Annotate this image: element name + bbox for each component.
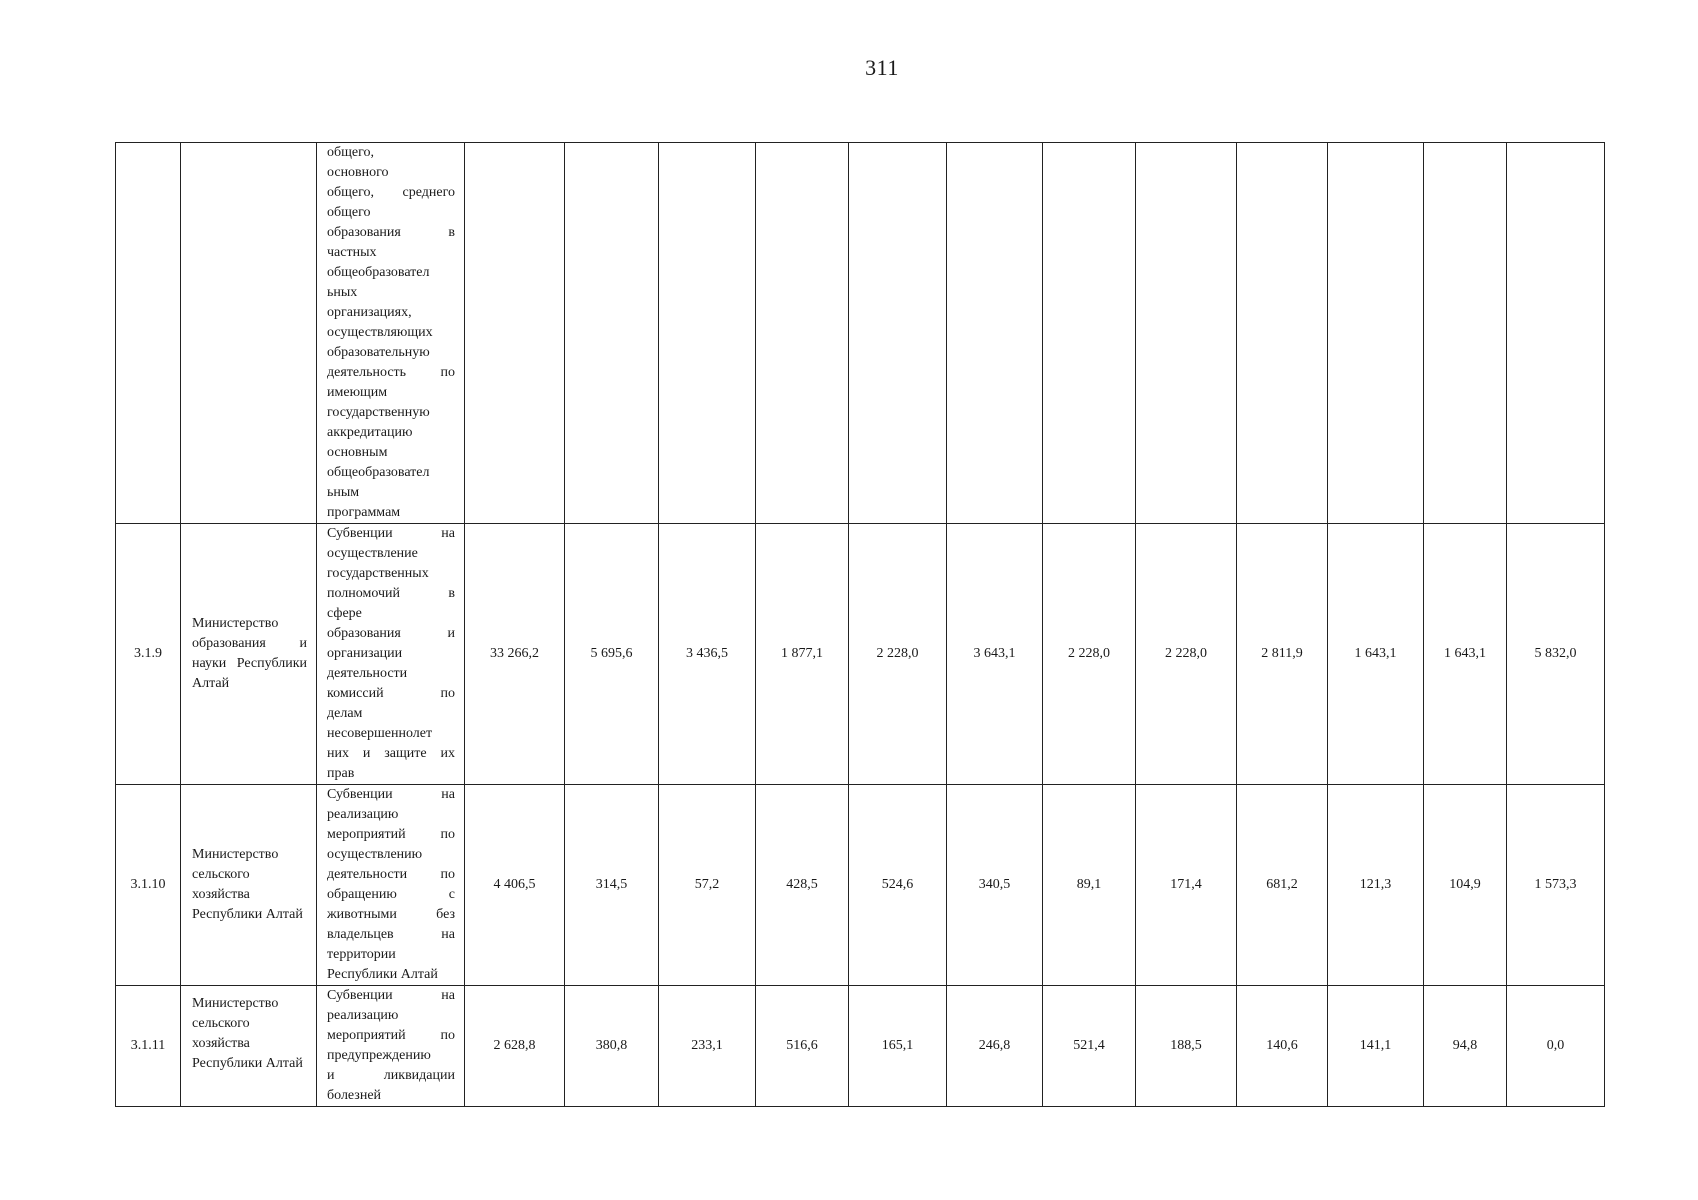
description-line: государственных: [327, 566, 429, 581]
value-cell: 340,5: [947, 785, 1043, 986]
description-line: деятельности по: [327, 867, 455, 882]
description-line: комиссий по: [327, 686, 455, 701]
description-cell: [317, 785, 465, 986]
value-cell: 4 406,5: [465, 785, 565, 986]
description-line: образования в: [327, 225, 455, 240]
value-cell: [1237, 143, 1328, 524]
description-line: и ликвидации: [327, 1068, 455, 1083]
value-cell: 188,5: [1136, 986, 1237, 1107]
row-code-cell: 3.1.10: [116, 785, 181, 986]
value-cell: 1 643,1: [1328, 524, 1424, 785]
value-cell: 516,6: [756, 986, 849, 1107]
description-line: имеющим: [327, 385, 388, 400]
value-cell: 57,2: [659, 785, 756, 986]
organization-cell: Министерство сельского хозяйства Республики Алтай: [181, 986, 317, 1107]
description-line: Субвенции на: [327, 988, 455, 1003]
value-cell: 33 266,2: [465, 524, 565, 785]
description-line: осуществляющих: [327, 325, 433, 340]
description-line: сфере: [327, 606, 362, 621]
description-line: общеобразовател: [327, 265, 430, 280]
table-body: [116, 143, 1605, 1107]
row-code-cell: 3.1.11: [116, 986, 181, 1107]
description-line: государственную: [327, 405, 430, 420]
description-line: несовершеннолет: [327, 726, 433, 741]
value-cell: 89,1: [1043, 785, 1136, 986]
value-cell: 681,2: [1237, 785, 1328, 986]
value-cell: 0,0: [1507, 986, 1605, 1107]
budget-table: [115, 142, 1605, 1107]
value-cell: [1507, 143, 1605, 524]
description-line: общего: [327, 205, 371, 220]
description-line: образовательную: [327, 345, 430, 360]
value-cell: 380,8: [565, 986, 659, 1107]
value-cell: 3 643,1: [947, 524, 1043, 785]
description-line: обращению с: [327, 887, 455, 902]
value-cell: 171,4: [1136, 785, 1237, 986]
description-line: основного: [327, 165, 389, 180]
table-row: [116, 143, 1605, 524]
value-cell: 1 573,3: [1507, 785, 1605, 986]
value-cell: [756, 143, 849, 524]
description-line: Республики Алтай: [327, 967, 438, 982]
description-line: ьным: [327, 485, 360, 500]
description-line: аккредитацию: [327, 425, 413, 440]
value-cell: 140,6: [1237, 986, 1328, 1107]
value-cell: 1 643,1: [1424, 524, 1507, 785]
description-line: образования и: [327, 626, 455, 641]
description-line: животными без: [327, 907, 455, 922]
value-cell: 2 228,0: [1043, 524, 1136, 785]
description-line: мероприятий по: [327, 827, 455, 842]
description-line: организации: [327, 646, 403, 661]
description-line: осуществлению: [327, 847, 423, 862]
description-line: территории: [327, 947, 396, 962]
value-cell: 5 695,6: [565, 524, 659, 785]
value-cell: 165,1: [849, 986, 947, 1107]
description-line: общего,: [327, 145, 375, 160]
value-cell: [659, 143, 756, 524]
organization-cell: Министерство сельского хозяйства Республики Алтай: [181, 785, 317, 986]
description-cell: [317, 143, 465, 524]
value-cell: 1 877,1: [756, 524, 849, 785]
page-number: 311: [865, 55, 899, 80]
value-cell: 2 228,0: [849, 524, 947, 785]
table-row: [116, 524, 1605, 785]
value-cell: [465, 143, 565, 524]
value-cell: 121,3: [1328, 785, 1424, 986]
value-cell: [849, 143, 947, 524]
value-cell: [1136, 143, 1237, 524]
value-cell: 104,9: [1424, 785, 1507, 986]
table-row: [116, 785, 1605, 986]
value-cell: 2 228,0: [1136, 524, 1237, 785]
value-cell: 5 832,0: [1507, 524, 1605, 785]
organization-cell: Министерство образования и науки Республики Алтай: [181, 524, 317, 785]
description-line: прав: [327, 766, 355, 781]
description-cell: [317, 986, 465, 1107]
description-line: основным: [327, 445, 388, 460]
value-cell: 141,1: [1328, 986, 1424, 1107]
value-cell: [1424, 143, 1507, 524]
value-cell: [947, 143, 1043, 524]
description-line: предупреждению: [327, 1048, 431, 1063]
description-line: делам: [327, 706, 363, 721]
organization-cell: [181, 143, 317, 524]
value-cell: [565, 143, 659, 524]
description-line: реализацию: [327, 1008, 399, 1023]
description-line: болезней: [327, 1088, 382, 1103]
row-code-cell: [116, 143, 181, 524]
description-line: ьных: [327, 285, 358, 300]
description-line: полномочий в: [327, 586, 455, 601]
value-cell: [1328, 143, 1424, 524]
description-line: общего, среднего: [327, 185, 455, 200]
description-line: Субвенции на: [327, 787, 455, 802]
value-cell: 524,6: [849, 785, 947, 986]
value-cell: 3 436,5: [659, 524, 756, 785]
value-cell: 314,5: [565, 785, 659, 986]
value-cell: 2 628,8: [465, 986, 565, 1107]
value-cell: 428,5: [756, 785, 849, 986]
table-row: [116, 986, 1605, 1107]
description-line: программам: [327, 505, 401, 520]
value-cell: 2 811,9: [1237, 524, 1328, 785]
value-cell: 233,1: [659, 986, 756, 1107]
description-line: общеобразовател: [327, 465, 430, 480]
description-line: владельцев на: [327, 927, 455, 942]
value-cell: 94,8: [1424, 986, 1507, 1107]
description-line: осуществление: [327, 546, 418, 561]
description-line: организациях,: [327, 305, 412, 320]
description-line: мероприятий по: [327, 1028, 455, 1043]
description-line: них и защите их: [327, 746, 455, 761]
value-cell: 246,8: [947, 986, 1043, 1107]
description-line: Субвенции на: [327, 526, 455, 541]
description-line: частных: [327, 245, 377, 260]
description-line: реализацию: [327, 807, 399, 822]
description-line: деятельность по: [327, 365, 455, 380]
row-code-cell: 3.1.9: [116, 524, 181, 785]
description-cell: [317, 524, 465, 785]
value-cell: 521,4: [1043, 986, 1136, 1107]
value-cell: [1043, 143, 1136, 524]
description-line: деятельности: [327, 666, 408, 681]
